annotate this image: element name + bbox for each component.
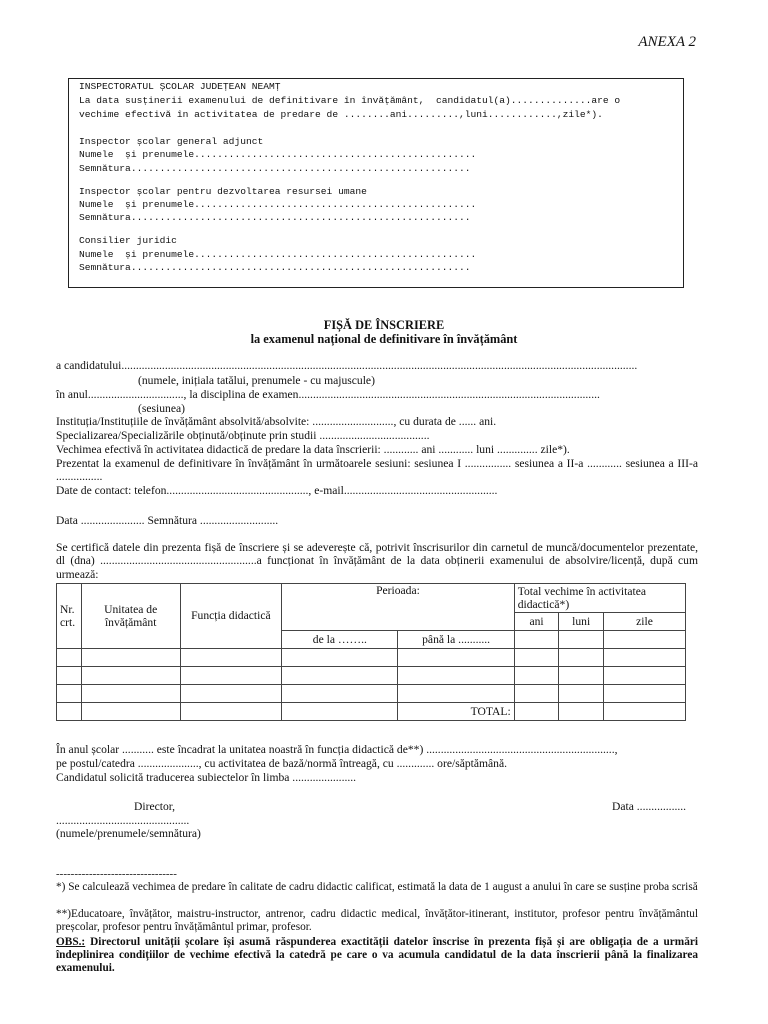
box-line: Inspector școlar general adjunct [79, 136, 264, 147]
table-row [57, 685, 686, 703]
box-line: Semnătura........................................................... [79, 163, 471, 174]
header-from: de la …….. [282, 631, 398, 649]
form-title: FIȘĂ DE ÎNSCRIERE [323, 318, 445, 332]
seniority-line: Vechimea efectivă în activitatea didactică de predare la data înscrierii: ............ ani ............ luni .............. zile*). [56, 443, 570, 456]
box-line: vechime efectivă în activitatea de predare de ........ani.........,luni............,zile*). [79, 109, 603, 120]
translation-line: Candidatul solicită traducerea subiectelor în limba ...................... [56, 771, 357, 784]
box-line: Numele și prenumele................................................. [79, 249, 477, 260]
candidate-hint: (numele, inițiala tatălui, prenumele - cu majuscule) [138, 374, 375, 387]
header-unit: Unitatea de învățământ [81, 584, 180, 649]
header-months: luni [559, 613, 604, 631]
annex-label: ANEXA 2 [638, 34, 696, 50]
box-line: Numele și prenumele................................................. [79, 149, 477, 160]
obs-label: OBS.: [56, 936, 86, 948]
box-line: INSPECTORATUL ȘCOLAR JUDEȚEAN NEAMȚ [79, 81, 281, 92]
sessions-line: Prezentat la examenul de definitivare în învățământ în următoarele sesiuni: sesiunea I ................ sesiunea a II-a ............ sesiunea a III-a ................ [56, 457, 698, 484]
footnote-rule: --------------------------------- [56, 868, 177, 880]
inspectorate-box [68, 78, 684, 288]
director-signature-dots: .............................................. [56, 814, 190, 827]
table-total-row [57, 703, 686, 721]
box-line: Numele și prenumele................................................. [79, 199, 477, 210]
specialization-line: Specializarea/Specializările obținută/obținute prin studii ...................................... [56, 429, 430, 442]
table-header-row [57, 584, 686, 613]
header-nr: Nr. crt. [57, 584, 82, 649]
header-years: ani [514, 613, 559, 631]
director-label: Director, [134, 800, 176, 813]
total-label: TOTAL: [398, 703, 514, 721]
header-to: până la ........... [398, 631, 514, 649]
form-subtitle: la examenul național de definitivare în învățământ [250, 332, 518, 346]
institution-line: Instituția/Instituțiile de învățământ absolvită/absolvite: ............................, cu durata de ...... ani. [56, 415, 497, 428]
certification-paragraph: Se certifică datele din prezenta fișă de înscriere și se adeverește că, potrivit înscrisurilor din carnetul de muncă/documentelor prezentate, dl (dna) ......................................................a funcționat în învățământ de la data obținerii examenului de absolvire/licență, după cum urmează: [56, 541, 698, 581]
table-cell [514, 631, 559, 649]
footnote-1: *) Se calculează vechimea de predare în calitate de cadru didactic calificat, estimată la data de 1 august a anului în care se susține proba scrisă [56, 881, 698, 893]
date-label: Data ................. [612, 800, 687, 813]
post-line: pe postul/catedra ....................., cu activitatea de bază/normă întreagă, cu ............. ore/săptămână. [56, 757, 508, 770]
header-function: Funcția didactică [180, 584, 282, 649]
candidate-line: a candidatului.................................................................................................................................................................................. [56, 359, 638, 372]
header-total: Total vechime în activitatea didactică*) [514, 584, 685, 613]
table-row [57, 667, 686, 685]
date-signature-line: Data ...................... Semnătura ........................... [56, 514, 279, 527]
box-line: La data susținerii examenului de definitivare în învățământ, candidatul(a)..............are o [79, 95, 621, 106]
seniority-table [56, 583, 686, 721]
table-cell [559, 631, 604, 649]
footnote-2: **)Educatoare, învățător, maistru-instructor, antrenor, cadru didactic medical, învățător-itinerant, institutor, profesor pentru învățământul preșcolar, profesor pentru învățământul primar, profesor. [56, 908, 698, 933]
table-cell [603, 631, 685, 649]
obs-text: Directorul unității școlare își asumă răspunderea exactității datelor înscrise în prezenta fișă și are obligația de a urmări îndeplinirea condițiilor de vechime efectivă la catedră pe care o va acumula candidatul de la data înscrierii până la finalizarea examenului. [56, 936, 698, 974]
school-year-line: În anul școlar ........... este încadrat la unitatea noastră în funcția didactică de**) ................................................................., [56, 743, 618, 756]
year-discipline-line: în anul................................., la disciplina de examen........................................................................................................ [56, 388, 600, 401]
header-days: zile [603, 613, 685, 631]
director-signature-hint: (numele/prenumele/semnătura) [56, 827, 201, 840]
box-line: Semnătura........................................................... [79, 212, 471, 223]
box-line: Consilier juridic [79, 235, 177, 246]
contact-line: Date de contact: telefon................................................., e-mail..................................................... [56, 484, 498, 497]
table-row [57, 649, 686, 667]
box-line: Inspector școlar pentru dezvoltarea resursei umane [79, 186, 367, 197]
box-line: Semnătura........................................................... [79, 262, 471, 273]
session-hint: (sesiunea) [138, 402, 185, 415]
header-period: Perioada: [282, 584, 515, 631]
observation-note [56, 936, 698, 975]
